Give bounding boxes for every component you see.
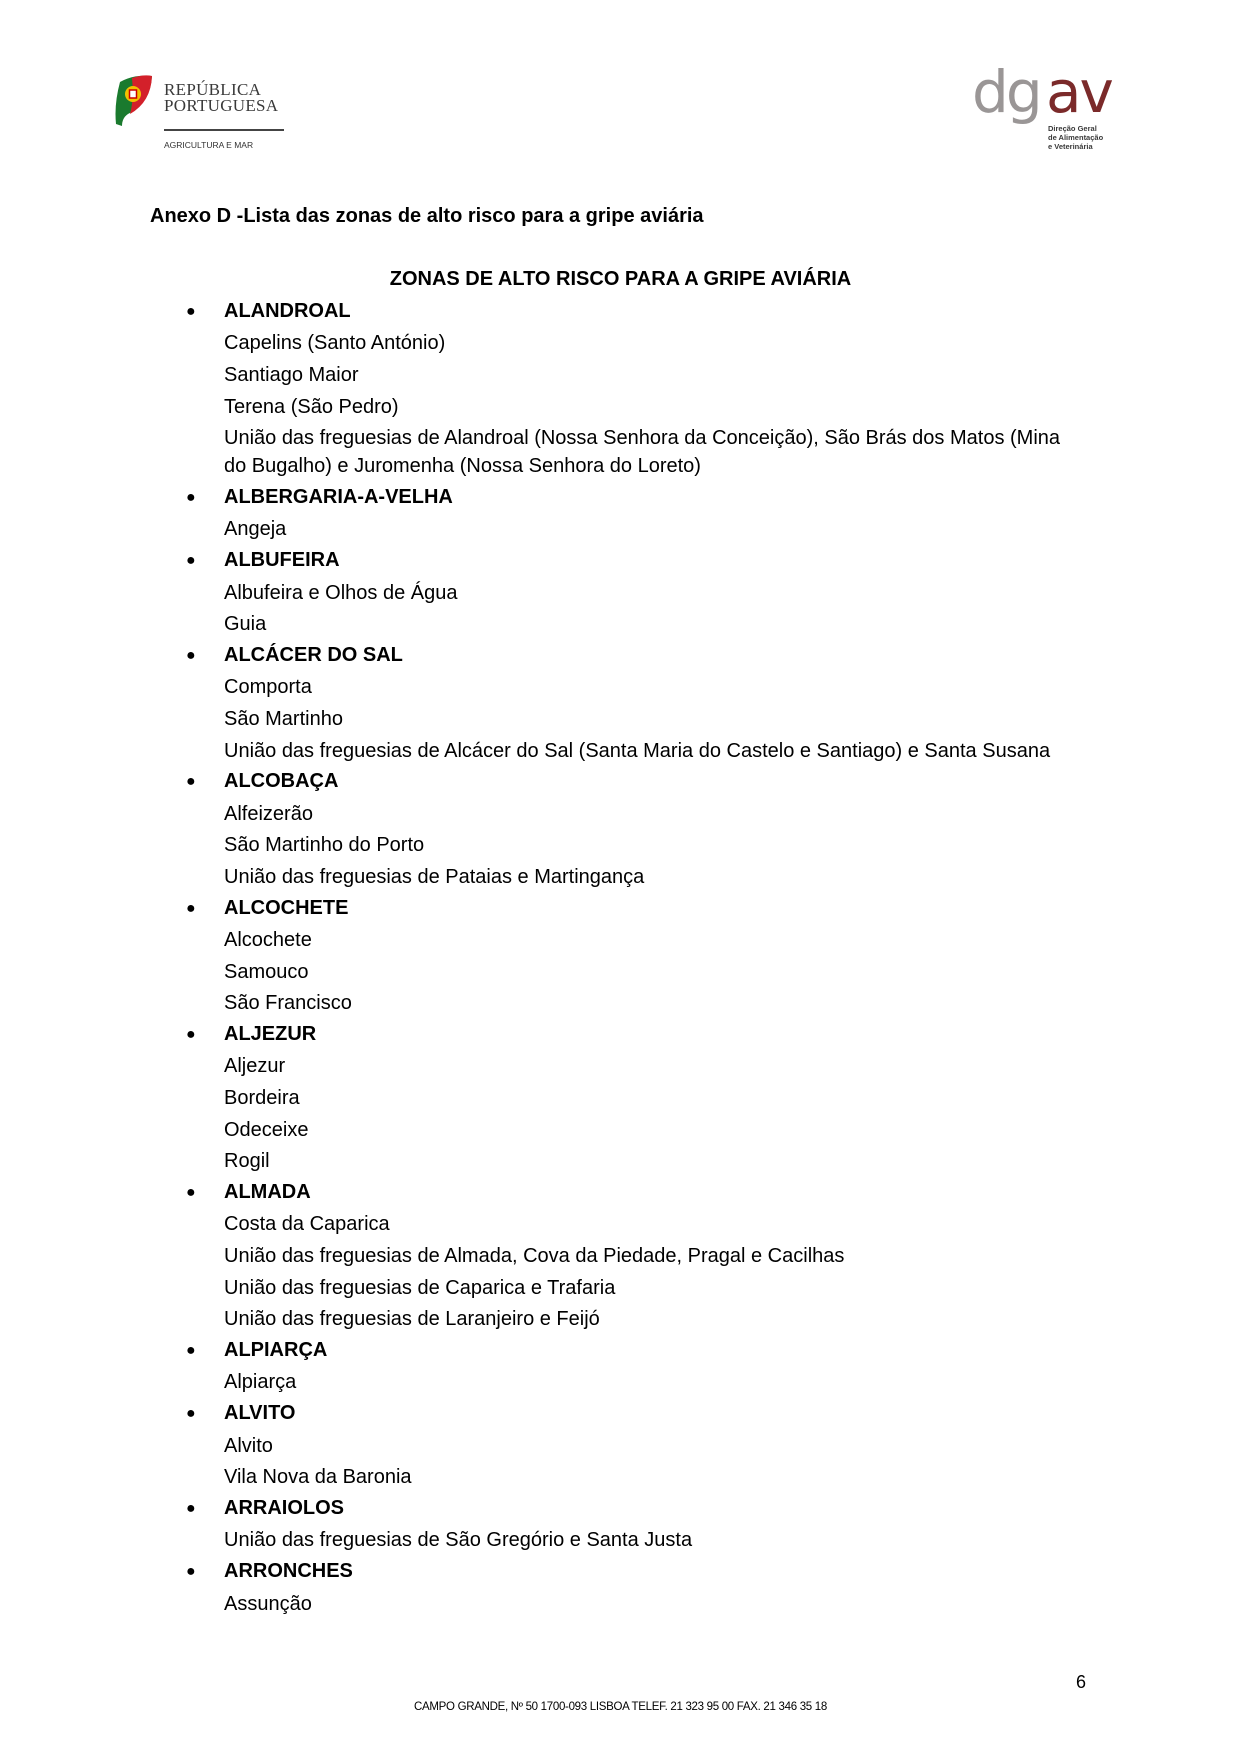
municipality-item xyxy=(186,545,1086,640)
municipality-name: ALCÁCER DO SAL xyxy=(224,643,403,666)
municipality-item xyxy=(186,1177,1086,1335)
parish-name: Alcochete xyxy=(224,929,312,952)
logo-divider xyxy=(164,129,284,131)
parish-name: Capelins (Santo António) xyxy=(224,332,446,355)
parish-name: Alvito xyxy=(224,1434,273,1457)
bullet-icon: ● xyxy=(186,1405,196,1423)
page-number: 6 xyxy=(1076,1672,1087,1692)
parish-name: Albufeira e Olhos de Água xyxy=(224,581,458,604)
bullet-icon: ● xyxy=(186,773,196,791)
bullet-icon: ● xyxy=(186,303,196,320)
bullet-icon: ● xyxy=(186,488,196,506)
republica-portuguesa-logo xyxy=(114,74,294,154)
municipality-list xyxy=(186,296,1086,1619)
parish-name: Aljezur xyxy=(224,1055,286,1078)
bullet-icon: ● xyxy=(186,1184,196,1202)
parish-name: Odeceixe xyxy=(224,1118,309,1141)
dgav-sub-line1: Direção Geral xyxy=(1048,124,1097,133)
municipality-item xyxy=(186,296,1086,482)
logo-text-line2: PORTUGUESA xyxy=(164,96,279,115)
portugal-flag-icon xyxy=(114,74,154,126)
dgav-sub-line2: de Alimentação xyxy=(1048,133,1104,142)
footer-address: CAMPO GRANDE, Nº 50 1700-093 LISBOA TELEF. 21 323 95 00 FAX. 21 346 35 18 xyxy=(414,1701,827,1713)
parish-name: São Francisco xyxy=(224,992,352,1015)
dgav-mark-red: av xyxy=(1046,58,1112,126)
parish-name: Alpiarça xyxy=(224,1371,297,1394)
municipality-name: ALCOCHETE xyxy=(224,896,349,919)
dgav-mark-gray: dg xyxy=(972,58,1040,126)
logo-text-line1: REPÚBLICA xyxy=(164,80,262,99)
municipality-name: ARRONCHES xyxy=(224,1560,353,1583)
parish-name: Alfeizerão xyxy=(224,802,313,825)
municipality-name: ARRAIOLOS xyxy=(224,1496,344,1519)
annex-heading: Anexo D -Lista das zonas de alto risco para a gripe aviária xyxy=(150,205,704,227)
municipality-item xyxy=(186,482,1086,545)
parish-name: Comporta xyxy=(224,676,312,699)
bullet-icon: ● xyxy=(186,1026,196,1044)
bullet-icon: ● xyxy=(186,1342,196,1359)
document-title: ZONAS DE ALTO RISCO PARA A GRIPE AVIÁRIA xyxy=(389,268,852,290)
parish-name: União das freguesias de Pataias e Martingança xyxy=(224,865,645,888)
parish-name: Assunção xyxy=(224,1592,312,1615)
municipality-name: ALANDROAL xyxy=(224,300,351,322)
parish-name: Vila Nova da Baronia xyxy=(224,1466,412,1489)
parish-name: União das freguesias de Laranjeiro e Feijó xyxy=(224,1308,600,1331)
dgav-logo xyxy=(972,58,1122,164)
municipality-name: ALJEZUR xyxy=(224,1023,317,1046)
bullet-icon: ● xyxy=(186,899,196,917)
parish-name: União das freguesias de São Gregório e Santa Justa xyxy=(224,1529,693,1552)
logo-subtitle: AGRICULTURA E MAR xyxy=(164,140,254,150)
municipality-name: ALMADA xyxy=(224,1181,311,1204)
bullet-icon: ● xyxy=(186,1563,196,1581)
municipality-name: ALCOBAÇA xyxy=(224,770,339,793)
parish-name: São Martinho do Porto xyxy=(224,834,425,857)
dgav-sub-line3: e Veterinária xyxy=(1048,142,1093,151)
municipality-item xyxy=(186,1019,1086,1177)
bullet-icon: ● xyxy=(186,646,196,664)
parish-name: Angeja xyxy=(224,518,287,541)
bullet-icon: ● xyxy=(186,1499,196,1517)
parish-name: Guia xyxy=(224,613,267,636)
dgav-subtitle xyxy=(1048,124,1103,151)
municipality-item xyxy=(186,1556,1086,1619)
municipality-item xyxy=(186,1335,1086,1398)
municipality-item xyxy=(186,766,1086,892)
parish-name: União das freguesias de Almada, Cova da Piedade, Pragal e Cacilhas xyxy=(224,1245,845,1268)
parish-name: Bordeira xyxy=(224,1087,300,1110)
parish-name: União das freguesias de Alandroal (Nossa Senhora da Conceição), São Brás dos Matos (Mina do Bugalho) e Juromenha (Nossa Senhora do Loreto) xyxy=(224,427,1061,478)
parish-name: Santiago Maior xyxy=(224,363,359,386)
parish-name: Costa da Caparica xyxy=(224,1213,390,1236)
municipality-name: ALBERGARIA-A-VELHA xyxy=(224,485,453,508)
municipality-item xyxy=(186,1493,1086,1556)
parish-name: União das freguesias de Alcácer do Sal (Santa Maria do Castelo e Santiago) e Santa Susana xyxy=(224,739,1051,762)
municipality-name: ALVITO xyxy=(224,1402,296,1425)
municipality-item xyxy=(186,640,1086,766)
parish-name: Terena (São Pedro) xyxy=(224,395,399,418)
municipality-name: ALPIARÇA xyxy=(224,1339,328,1361)
municipality-item xyxy=(186,893,1086,1019)
parish-name: Samouco xyxy=(224,960,309,983)
bullet-icon: ● xyxy=(186,552,196,570)
parish-name: São Martinho xyxy=(224,707,343,730)
municipality-item xyxy=(186,1398,1086,1493)
municipality-name: ALBUFEIRA xyxy=(224,549,340,572)
parish-name: União das freguesias de Caparica e Trafaria xyxy=(224,1276,616,1299)
parish-name: Rogil xyxy=(224,1150,270,1173)
